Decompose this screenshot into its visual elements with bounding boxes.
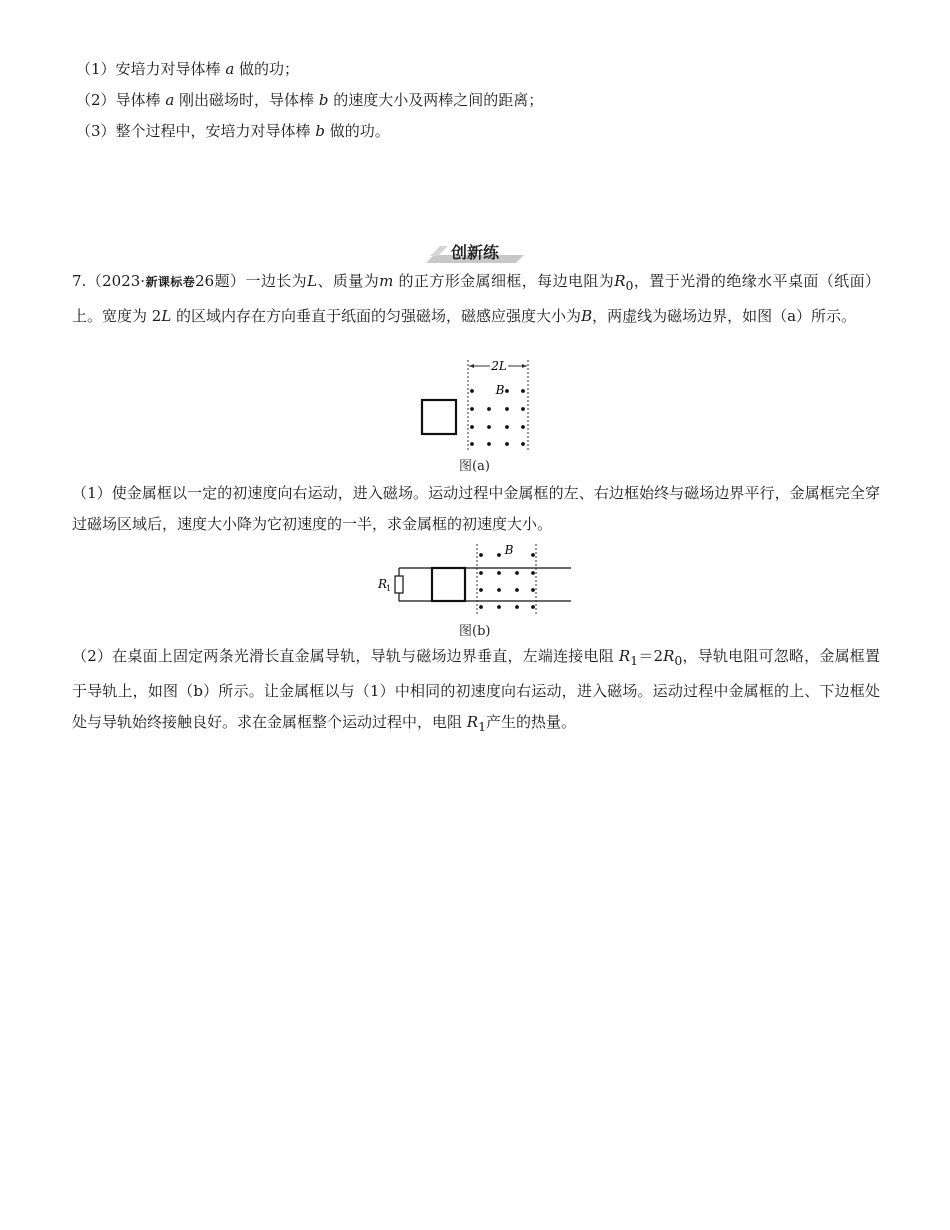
field-dot — [487, 442, 491, 446]
field-dot — [479, 588, 483, 592]
q-number: （1） — [76, 60, 116, 78]
prev-question-1 — [76, 59, 299, 79]
problem-number: 7. — [72, 272, 87, 290]
q-var: b — [315, 122, 325, 140]
intro-text: 一边长为 — [245, 272, 308, 290]
figure-a-caption: 图(a) — [459, 459, 490, 474]
part-1: （1）使金属框以一定的初速度向右运动，进入磁场。运动过程中金属框的左、右边框始终与磁场边界平行，金属框完全穿过磁场区域后，速度大小降为它初速度的一半，求金属框的初速度大小。 — [72, 484, 880, 533]
subscript: 0 — [674, 653, 683, 668]
field-dot — [497, 553, 501, 557]
intro-text: 的正方形金属细框，每边电阻为 — [393, 272, 615, 290]
field-dot — [479, 571, 483, 575]
field-dot — [487, 407, 491, 411]
field-dot — [479, 605, 483, 609]
field-dot — [505, 407, 509, 411]
field-dot — [531, 571, 535, 575]
field-dot — [505, 389, 509, 393]
field-dot — [515, 588, 519, 592]
field-dots — [470, 389, 525, 446]
q-text: 的速度大小及两棒之间的距离； — [328, 91, 544, 109]
field-dot — [497, 605, 501, 609]
field-dot — [497, 588, 501, 592]
field-dot — [515, 605, 519, 609]
source-text: 26题 — [195, 272, 231, 290]
source-exam: 新课标卷 — [145, 275, 196, 289]
field-dot — [487, 425, 491, 429]
metal-frame — [422, 400, 456, 434]
part2-text: （2）在桌面上固定两条光滑长直金属导轨，导轨与磁场边界垂直，左端连接电阻 — [72, 647, 619, 665]
prev-question-2 — [76, 90, 543, 110]
field-dot — [470, 442, 474, 446]
field-dot — [515, 571, 519, 575]
var-L: L — [307, 272, 318, 290]
figure-a — [418, 355, 538, 450]
part-2 — [72, 641, 880, 742]
field-dot — [470, 407, 474, 411]
figure-b — [375, 540, 575, 618]
q-text: 刚出磁场时，导体棒 — [174, 91, 319, 109]
field-dot — [521, 442, 525, 446]
var-B: B — [581, 307, 593, 325]
var-R: R — [614, 272, 626, 290]
field-dot — [470, 389, 474, 393]
field-dot — [521, 425, 525, 429]
source-text: （2023· — [86, 272, 146, 290]
field-label: B — [504, 543, 514, 557]
q-number: （3） — [76, 122, 116, 140]
field-dot — [531, 553, 535, 557]
section-heading — [420, 238, 530, 264]
field-dot — [531, 588, 535, 592]
field-label: B — [495, 383, 505, 397]
var-R: R — [466, 713, 479, 731]
intro-text: 、质量为 — [317, 272, 380, 290]
q-text: 安培力对导体棒 — [115, 60, 226, 78]
subscript: 1 — [630, 653, 639, 668]
var-R: R — [663, 647, 675, 665]
q-var: a — [225, 60, 235, 78]
q-text: 导体棒 — [115, 91, 166, 109]
q-text: 整个过程中，安培力对导体棒 — [115, 122, 316, 140]
resistor-label: R — [378, 577, 388, 591]
intro-text: 的区域内存在方向垂直于纸面的匀强磁场，磁感应强度大小为 — [171, 307, 582, 325]
field-dot — [479, 553, 483, 557]
field-dot — [497, 571, 501, 575]
resistor-subscript: 1 — [386, 584, 392, 593]
source-text: ） — [230, 272, 246, 290]
q-text: 做的功。 — [324, 122, 390, 140]
part2-text: 产生的热量。 — [486, 713, 577, 731]
field-dot — [505, 425, 509, 429]
part2-text: ＝2 — [638, 647, 664, 665]
subscript: 1 — [478, 719, 487, 734]
intro-text: ，两虚线为磁场边界，如图（a）所示。 — [592, 307, 857, 325]
field-dot — [521, 389, 525, 393]
subscript: 0 — [625, 278, 634, 293]
q-var: b — [318, 91, 329, 109]
part2-text: ，导轨电阻可忽略，金属框置于导轨上，如图（b）所示。让金属框以与（1）中相同的初速度向右运动，进入磁场。运动过程中金属框的上、下边框处处与导轨始终接触良好。求在金属框整个运动过程中，电阻 — [72, 647, 880, 731]
field-dot — [505, 442, 509, 446]
prev-question-3 — [76, 121, 390, 141]
var-m: m — [379, 272, 394, 290]
resistor — [395, 576, 403, 593]
width-label: 2L — [491, 359, 507, 373]
problem-intro — [72, 266, 880, 332]
q-var: a — [165, 91, 175, 109]
field-dot — [531, 605, 535, 609]
field-dot — [470, 425, 474, 429]
field-dot — [521, 407, 525, 411]
q-number: （2） — [76, 91, 116, 109]
var-L: L — [161, 307, 172, 325]
intro-text: ，置于光滑的绝缘水平桌面（纸面）上。宽度为 2 — [72, 272, 880, 325]
figure-b-caption: 图(b) — [459, 624, 491, 639]
var-R: R — [618, 647, 631, 665]
metal-frame — [432, 568, 465, 601]
q-text: 做的功； — [234, 60, 300, 78]
section-title: 创新练 — [450, 243, 499, 262]
